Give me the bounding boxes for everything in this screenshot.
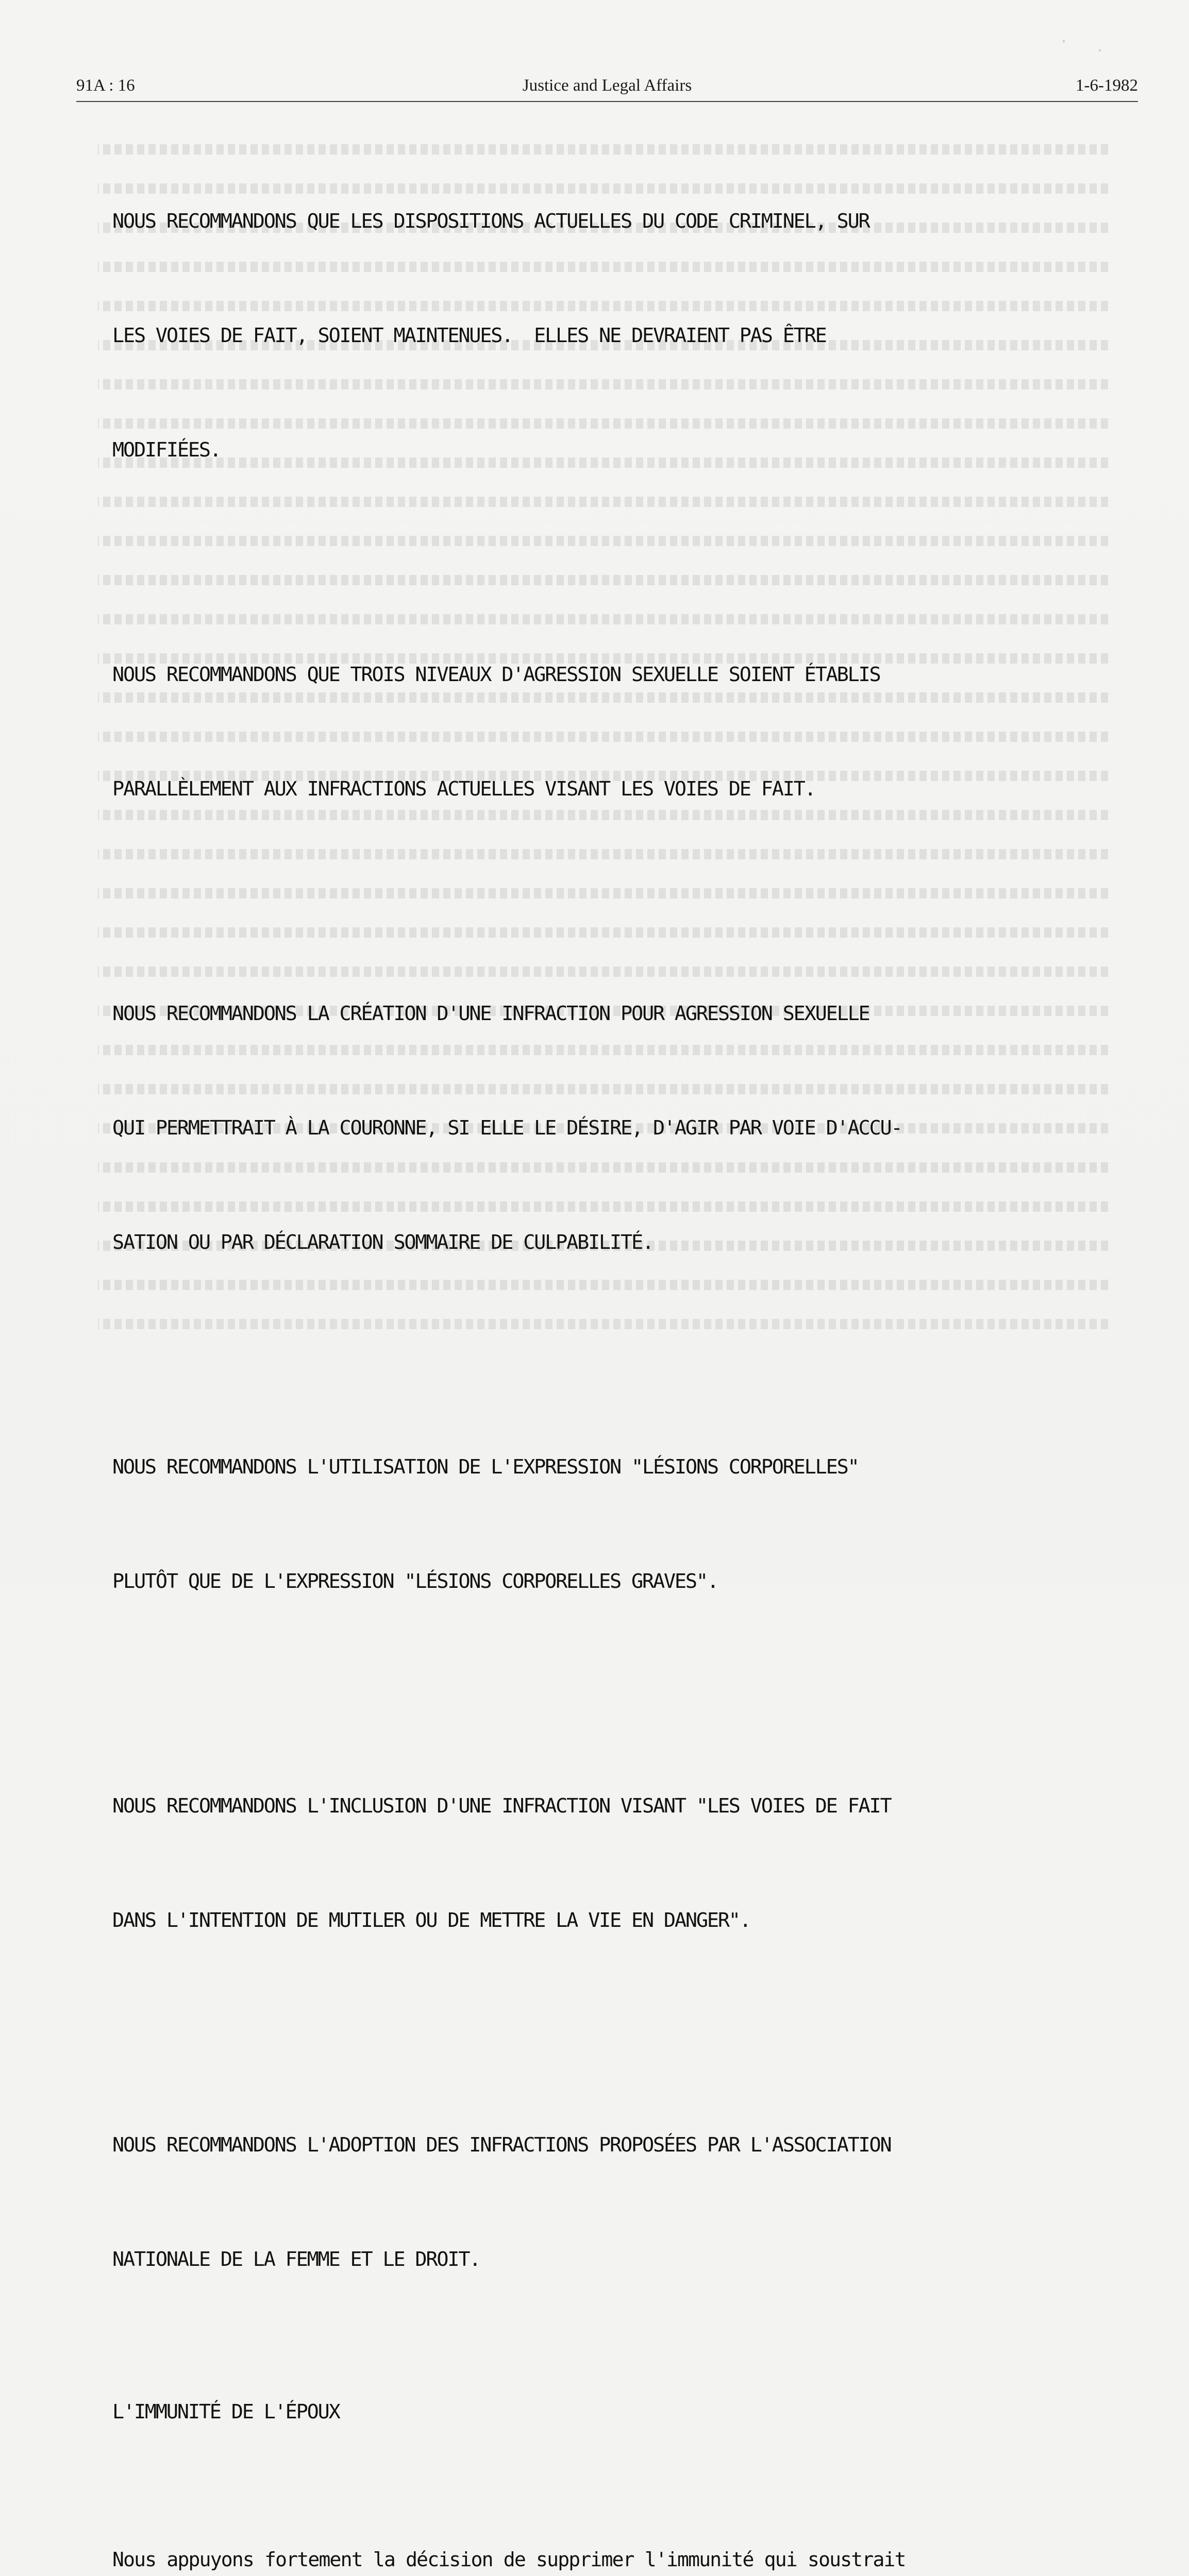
text-line: NATIONALE DE LA FEMME ET LE DROIT. [112,2248,480,2271]
page-header [76,76,1138,97]
text-line: NOUS RECOMMANDONS L'ADOPTION DES INFRACTIONS PROPOSÉES PAR L'ASSOCIATION [112,2133,891,2157]
header-date: 1-6-1982 [1076,76,1138,95]
recommendation-1 [112,126,1040,546]
text-line: NOUS RECOMMANDONS QUE LES DISPOSITIONS ACTUELLES DU CODE CRIMINEL, SUR [112,210,869,233]
publication-title: Justice and Legal Affairs [522,76,692,95]
paper-speck [1099,49,1101,52]
text-line: SATION OU PAR DÉCLARATION SOMMAIRE DE CULPABILITÉ. [112,1231,653,1254]
paper-speck [1063,40,1065,42]
text-line: LES VOIES DE FAIT, SOIENT MAINTENUES. ELLES NE DEVRAIENT PAS ÊTRE [112,324,826,347]
text-line: DANS L'INTENTION DE MUTILER OU DE METTRE LA VIE EN DANGER". [112,1909,750,1932]
text-line: QUI PERMETTRAIT À LA COURONNE, SI ELLE LE DÉSIRE, D'AGIR PAR VOIE D'ACCU- [112,1116,902,1140]
body-paragraph [112,2464,1040,2576]
recommendation-6 [112,2050,1040,2355]
header-rule [76,101,1138,102]
text-line: NOUS RECOMMANDONS L'UTILISATION DE L'EXPRESSION "LÉSIONS CORPORELLES" [112,1455,859,1479]
text-line: NOUS RECOMMANDONS L'INCLUSION D'UNE INFRACTION VISANT "LES VOIES DE FAIT [112,1794,891,1818]
text-line: NOUS RECOMMANDONS QUE TROIS NIVEAUX D'AGRESSION SEXUELLE SOIENT ÉTABLIS [112,663,880,686]
text-line: PARALLÈLEMENT AUX INFRACTIONS ACTUELLES VISANT LES VOIES DE FAIT. [112,777,815,801]
text-line: Nous appuyons fortement la décision de supprimer l'immunité qui soustrait [112,2548,906,2571]
document-body [112,126,1040,2576]
recommendation-2 [112,580,1040,885]
recommendation-5 [112,1711,1040,2016]
recommendation-4 [112,1372,1040,1677]
section-heading: L'IMMUNITÉ DE L'ÉPOUX [112,2400,340,2424]
volume-reference: 91A : 16 [76,76,135,95]
recommendation-3 [112,919,1040,1338]
text-line: MODIFIÉES. [112,438,221,462]
text-line: PLUTÔT QUE DE L'EXPRESSION "LÉSIONS CORPORELLES GRAVES". [112,1570,718,1593]
text-line: NOUS RECOMMANDONS LA CRÉATION D'UNE INFRACTION POUR AGRESSION SEXUELLE [112,1002,869,1025]
